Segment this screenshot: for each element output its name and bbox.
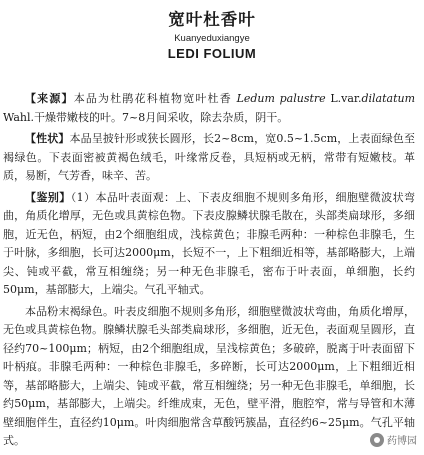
latin-name-heading: LEDI FOLIUM [167, 46, 257, 61]
character-section [3, 130, 415, 186]
identification-para2: 本品粉末褐绿色。叶表皮细胞不规则多角形，细胞壁微波状弯曲，角质化增厚，无色或具黄棕色物。腺鳞状腺毛头部类扁球形，多细胞，近无色，表面观呈圆形，直径约70~100μm；柄短，由2个细胞组成，呈浅棕黄色；多破碎，脱离于叶表面留下叶柄痕。非腺毛两种：一种棕色非腺毛，多碎断，长可达2000μm，上下粗细近相等，基部略膨大，上端尖、钝或平截，常互相缠绕；另一种无色非腺毛，单细胞，长约50μm，基部膨大，上端尖。纤维成束，无色，壁平滑，胞腔窄，常与导管和木薄壁细胞伴生，直径约10μm。叶肉细胞常含草酸钙簇晶，直径约6~25μm。气孔平轴式。 [3, 304, 415, 447]
identification-powder-paragraph [3, 303, 415, 451]
source-section [3, 90, 415, 127]
character-label: 【性状】 [25, 132, 70, 145]
identification-section [3, 189, 415, 300]
source-text-a: 本品为杜鹃花科植物宽叶杜香 [73, 92, 237, 105]
monograph-body [3, 90, 415, 454]
pinyin-name: Kuanyeduxiangye [174, 33, 250, 44]
watermark-text: 药博园 [387, 436, 417, 447]
source-text-c: Wahl.干燥带嫩枝的叶。7~8月间采收，除去杂质，阴干。 [3, 110, 289, 124]
identification-label: 【鉴别】 [25, 190, 71, 204]
source-label: 【来源】 [25, 92, 74, 105]
watermark [367, 431, 420, 448]
identification-para1: （1）本品叶表面观：上、下表皮细胞不规则多角形，细胞壁微波状弯曲，角质化增厚，无色或具黄棕色物。下表皮腺鳞状腺毛散在，头部类扁球形，多细胞，近无色，柄短，由2个细胞组成，浅棕黄色；非腺毛两种：一种棕色非腺毛，生于叶脉，多细胞，长可达2000μm，长短不一，上下粗细近相等，基部略膨大，上端尖、钝或平截，常互相缠绕；另一种无色非腺毛，密布于叶表面，单细胞，长约50μm，基部膨大，上端尖。气孔平轴式。 [3, 190, 416, 296]
source-latin-var: dilatatum [361, 92, 416, 105]
wechat-logo-icon [370, 433, 384, 447]
source-latin-name: Ledum palustre [236, 92, 326, 105]
source-text-b: L.var. [325, 92, 362, 105]
page-title: 宽叶杜香叶 [168, 10, 256, 29]
character-text: 本品呈披针形或狭长圆形，长2~8cm，宽0.5~1.5cm，上表面绿色至褐绿色。下表面密被黄褐色绒毛，叶缘常反卷，具短柄或无柄，常带有短嫩枝。革质，易断，气芳香，味辛、苦。 [3, 132, 416, 182]
